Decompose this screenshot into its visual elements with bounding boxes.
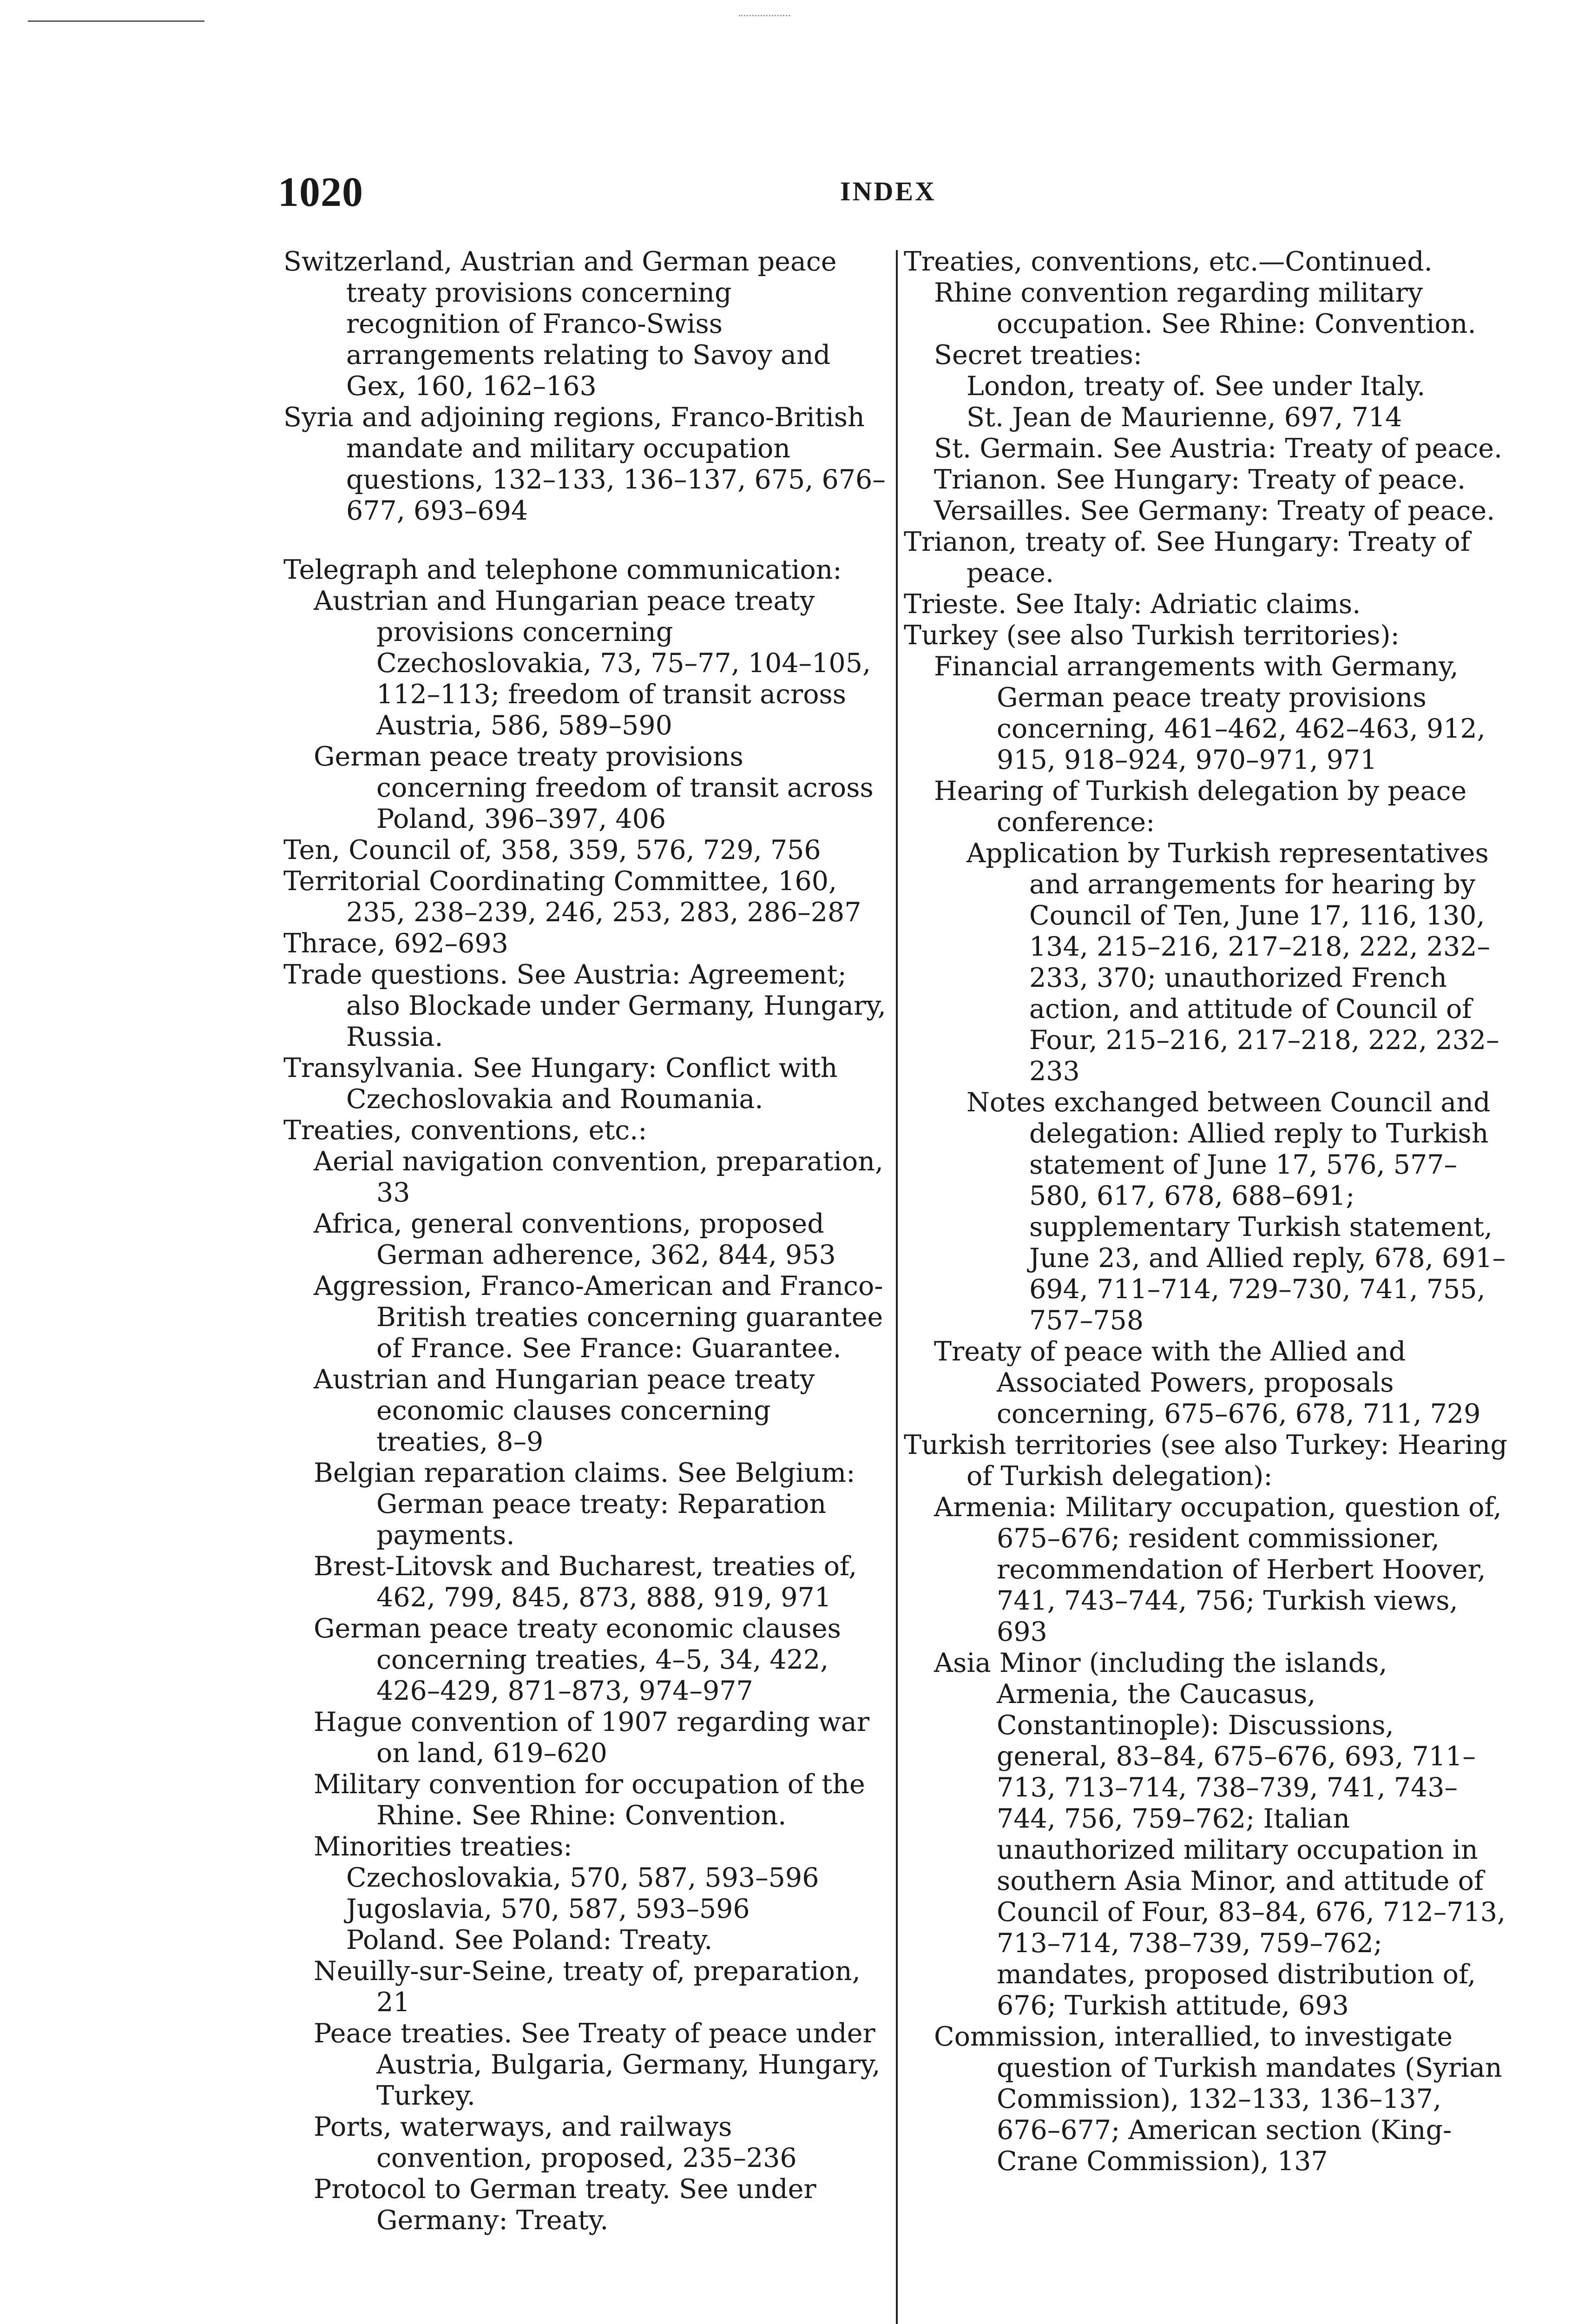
index-entry: Neuilly-sur-Seine, treaty of, preparation, 21 (314, 1956, 861, 2018)
index-entry: Jugoslavia, 570, 587, 593–596 (346, 1894, 750, 1924)
index-entry: Treaty of peace with the Allied and Associated Powers, proposals concerning, 675–676, 678, 711, 729 (934, 1336, 1481, 1429)
index-entry: Belgian reparation claims. See Belgium: German peace treaty: Reparation payments. (314, 1458, 855, 1551)
index-entry: Telegraph and telephone communication: (283, 555, 842, 585)
index-entry: German peace treaty provisions concerning freedom of transit across Poland, 396–397, 406 (314, 741, 874, 834)
index-entry: Aerial navigation convention, preparation, 33 (314, 1146, 884, 1208)
index-entry: St. Germain. See Austria: Treaty of peace. (934, 433, 1503, 464)
index-entry: Turkey (see also Turkish territories): (904, 620, 1400, 651)
index-entry: Treaties, conventions, etc.: (283, 1115, 647, 1146)
page-number: 1020 (278, 169, 363, 215)
index-entry: London, treaty of. See under Italy. (967, 371, 1426, 402)
column-divider (896, 250, 898, 2324)
running-title: INDEX (840, 176, 936, 206)
index-entry: Switzerland, Austrian and German peace treaty provisions concerning recognition of Franco-Swiss arrangements relating to Savoy and Gex, 160, 162–163 (283, 246, 837, 402)
index-entry: Notes exchanged between Council and delegation: Allied reply to Turkish statement of June 17, 576, 577–580, 617, 678, 688–691; supplementary Turkish statement, June 23, and Allied reply, 678, 691–694, 711–714, 729–730, 741, 755, 757–758 (967, 1087, 1506, 1336)
top-rule (28, 20, 204, 22)
index-entry: Trade questions. See Austria: Agreement; also Blockade under Germany, Hungary, Russia. (283, 959, 886, 1052)
index-entry: Treaties, conventions, etc.—Continued. (904, 246, 1433, 277)
index-entry: Hague convention of 1907 regarding war on land, 619–620 (314, 1707, 870, 1769)
index-entry: Ten, Council of, 358, 359, 576, 729, 756 (283, 835, 821, 865)
index-entry: Czechoslovakia, 570, 587, 593–596 (346, 1862, 819, 1893)
entry-gap (283, 527, 888, 555)
index-entry: Brest-Litovsk and Bucharest, treaties of, 462, 799, 845, 873, 888, 919, 971 (314, 1551, 857, 1613)
index-entry: St. Jean de Maurienne, 697, 714 (967, 402, 1402, 433)
index-entry: Application by Turkish representatives and arrangements for hearing by Council of Ten, June 17, 116, 130, 134, 215–216, 217–218, 222, 232–233, 370; unauthorized French action, and attitude of Council of Four, 215–216, 217–218, 222, 232–233 (967, 838, 1499, 1087)
index-entry: Military convention for occupation of the Rhine. See Rhine: Convention. (314, 1769, 865, 1831)
index-entry: Protocol to German treaty. See under Germany: Treaty. (314, 2174, 816, 2236)
index-entry: Transylvania. See Hungary: Conflict with Czechoslovakia and Roumania. (283, 1053, 838, 1115)
index-entry: Financial arrangements with Germany, German peace treaty provisions concerning, 461–462, 462–463, 912, 915, 918–924, 970–971, 971 (934, 651, 1486, 775)
index-entry: Commission, interallied, to investigate question of Turkish mandates (Syrian Commission), 132–133, 136–137, 676–677; American section (King-Crane Commission), 137 (934, 2021, 1502, 2177)
index-entry: Rhine convention regarding military occupation. See Rhine: Convention. (934, 277, 1476, 339)
index-entry: Trieste. See Italy: Adriatic claims. (904, 589, 1361, 620)
index-entry: Peace treaties. See Treaty of peace under Austria, Bulgaria, Germany, Hungary, Turkey. (314, 2018, 881, 2111)
index-entry: Armenia: Military occupation, question of, 675–676; resident commissioner, recommendation of Herbert Hoover, 741, 743–744, 756; Turkish views, 693 (934, 1492, 1502, 1647)
index-entry: Thrace, 692–693 (283, 928, 508, 959)
index-entry: Poland. See Poland: Treaty. (346, 1925, 713, 1955)
index-entry: German peace treaty economic clauses concerning treaties, 4–5, 34, 422, 426–429, 871–873, 974–977 (314, 1613, 841, 1706)
index-entry: Turkish territories (see also Turkey: Hearing of Turkish delegation): (904, 1430, 1507, 1492)
index-entry: Aggression, Franco-American and Franco-British treaties concerning guarantee of France. See France: Guarantee. (314, 1271, 883, 1364)
index-entry: Asia Minor (including the islands, Armenia, the Caucasus, Constantinople): Discussions, general, 83–84, 675–676, 693, 711–713, 713–714, 738–739, 741, 743–744, 756, 759–762; Italian unauthorized military occupation in southern Asia Minor, and attitude of Council of Four, 83–84, 676, 712–713, 713–714, 738–739, 759–762; mandates, proposed distribution of, 676; Turkish attitude, 693 (934, 1648, 1506, 2021)
index-entry: Minorities treaties: (314, 1831, 572, 1862)
index-entry: Territorial Coordinating Committee, 160, 235, 238–239, 246, 253, 283, 286–287 (283, 866, 861, 928)
index-entry: Austrian and Hungarian peace treaty economic clauses concerning treaties, 8–9 (314, 1364, 815, 1457)
left-column (283, 246, 888, 2236)
index-entry: Africa, general conventions, proposed German adherence, 362, 844, 953 (314, 1208, 836, 1270)
index-entry: Hearing of Turkish delegation by peace conference: (934, 776, 1467, 838)
right-column (904, 246, 1512, 2177)
index-entry: Austrian and Hungarian peace treaty provisions concerning Czechoslovakia, 73, 75–77, 104–105, 112–113; freedom of transit across Austria, 586, 589–590 (314, 586, 871, 741)
index-entry: Versailles. See Germany: Treaty of peace. (934, 495, 1495, 526)
index-entry: Ports, waterways, and railways convention, proposed, 235–236 (314, 2112, 797, 2173)
index-entry: Trianon. See Hungary: Treaty of peace. (934, 464, 1466, 495)
index-entry: Trianon, treaty of. See Hungary: Treaty of peace. (904, 527, 1470, 588)
top-dots (739, 15, 790, 18)
index-entry: Secret treaties: (934, 340, 1142, 370)
index-entry: Syria and adjoining regions, Franco-British mandate and military occupation questions, 132–133, 136–137, 675, 676–677, 693–694 (283, 402, 886, 526)
